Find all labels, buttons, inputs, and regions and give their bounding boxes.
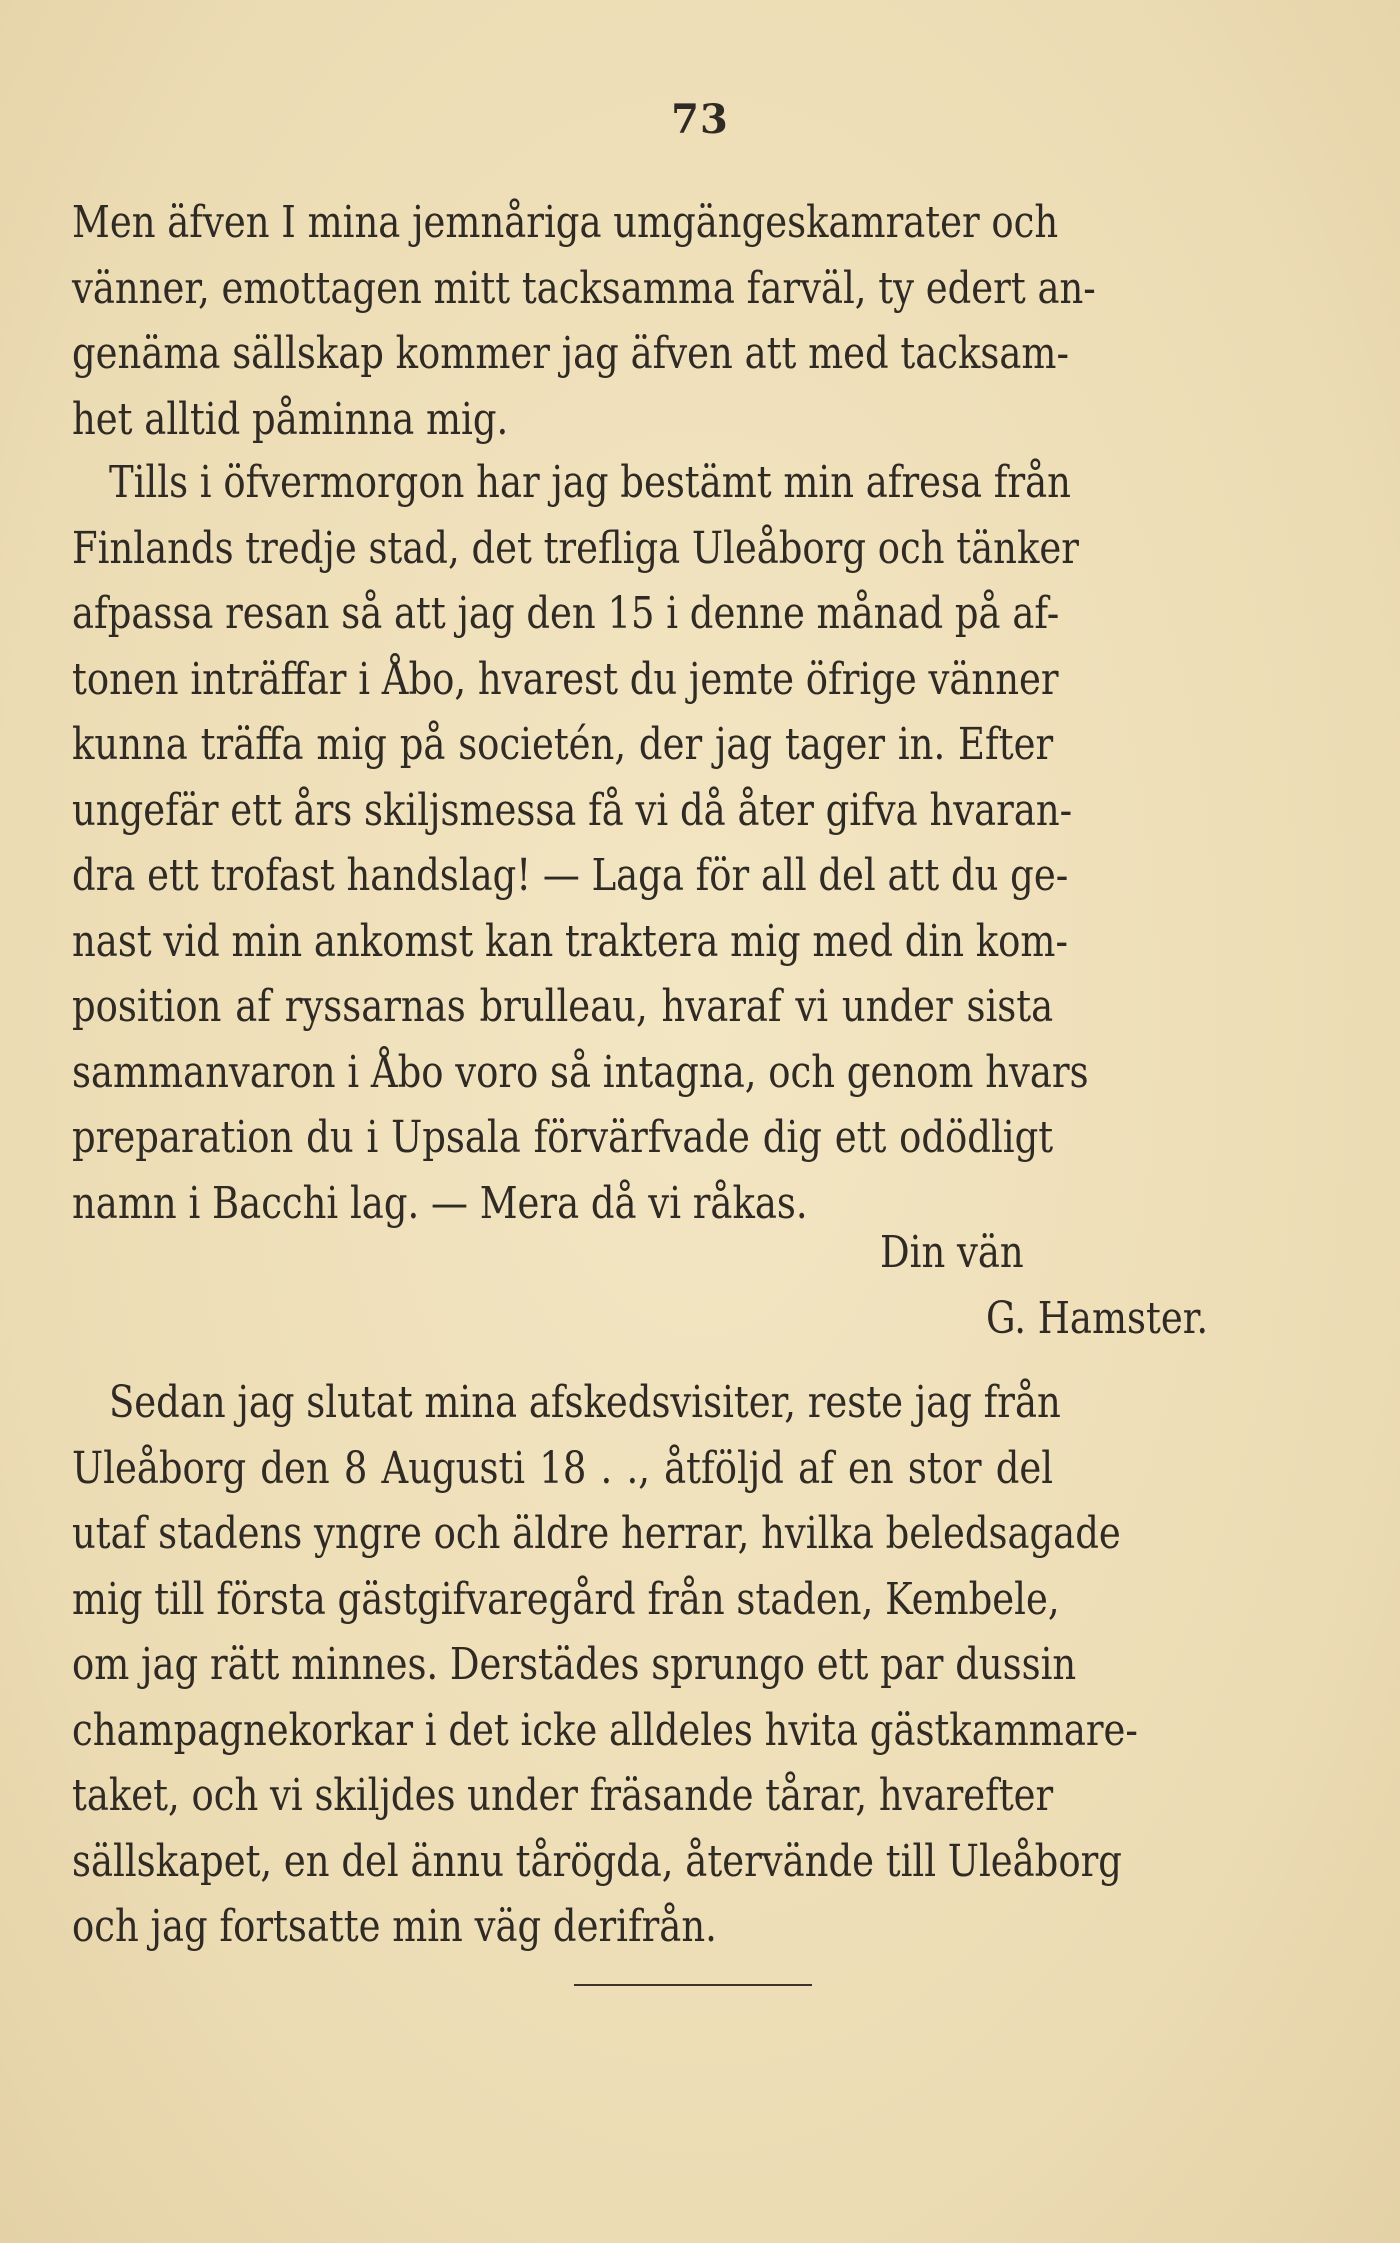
signature-greeting: Din vän (880, 1227, 1024, 1278)
signature-name: G. Hamster. (986, 1293, 1209, 1344)
text-line: sammanvaron i Åbo voro så intagna, och genom hvars (72, 1046, 1089, 1098)
paragraph-travel-plans (72, 450, 1089, 1236)
text-line: nast vid min ankomst kan traktera mig med din kom- (72, 915, 1068, 967)
text-line: Uleåborg den 8 Augusti 18 . ., åtföljd af en stor del (72, 1442, 1054, 1494)
section-end-rule (574, 1984, 812, 1986)
text-line: afpassa resan så att jag den 15 i denne månad på af- (72, 588, 1060, 639)
text-line: het alltid påminna mig. (72, 393, 509, 445)
text-line: namn i Bacchi lag. — Mera då vi råkas. (72, 1177, 808, 1229)
text-line: taket, och vi skiljdes under fräsande tårar, hvarefter (72, 1770, 1054, 1821)
text-line: och jag fortsatte min väg derifrån. (72, 1901, 717, 1952)
text-line: dra ett trofast handslag! — Laga för all del att du ge- (72, 850, 1069, 901)
text-line: Finlands tredje stad, det trefliga Uleåborg och tänker (72, 522, 1079, 574)
text-line: champagnekorkar i det icke alldeles hvita gästkammare- (72, 1704, 1138, 1756)
text-line: kunna träffa mig på societén, der jag tager in. Efter (72, 719, 1054, 770)
text-line: sällskapet, en del ännu tårögda, återvände till Uleåborg (72, 1835, 1122, 1887)
text-line: Tills i öfvermorgon har jag bestämt min afresa från (108, 457, 1071, 508)
paragraph-farewell-friends (72, 190, 1096, 452)
text-line: Sedan jag slutat mina afskedsvisiter, reste jag från (108, 1377, 1061, 1428)
paragraph-departure (72, 1370, 1138, 1960)
text-line: tonen inträffar i Åbo, hvarest du jemte öfrige vänner (72, 653, 1059, 705)
text-line: genäma sällskap kommer jag äfven att med tacksam- (72, 328, 1069, 379)
page-number: 73 (671, 96, 729, 143)
text-line: ungefär ett års skiljsmessa få vi då åter gifva hvaran- (72, 784, 1073, 836)
text-line: position af ryssarnas brulleau, hvaraf vi under sista (72, 981, 1054, 1032)
text-line: utaf stadens yngre och äldre herrar, hvilka beledsagade (72, 1508, 1121, 1559)
text-line: om jag rätt minnes. Derstädes sprungo ett par dussin (72, 1639, 1077, 1690)
text-line: Men äfven I mina jemnåriga umgängeskamrater och (72, 197, 1059, 248)
text-line: mig till första gästgifvaregård från staden, Kembele, (72, 1573, 1060, 1625)
text-line: vänner, emottagen mitt tacksamma farväl, ty edert an- (72, 262, 1096, 314)
text-line: preparation du i Upsala förvärfvade dig ett odödligt (72, 1112, 1054, 1163)
